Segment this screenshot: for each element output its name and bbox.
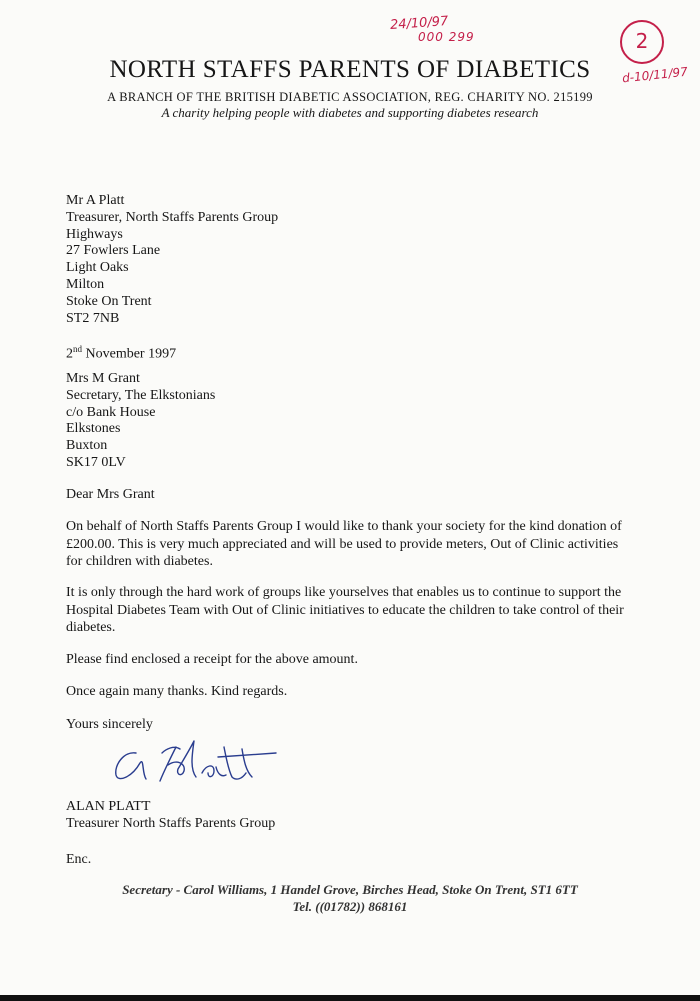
address-line: Treasurer, North Staffs Parents Group [66, 209, 279, 225]
address-line: Secretary, The Elkstonians [66, 387, 216, 403]
body-paragraph-4: Once again many thanks. Kind regards. [66, 684, 288, 699]
letterhead-subtitle: A BRANCH OF THE BRITISH DIABETIC ASSOCIATION, REG. CHARITY NO. 215199 [107, 90, 593, 104]
sender-address [66, 193, 278, 327]
address-line: Mrs M Grant [66, 371, 140, 386]
body-paragraph-2: It is only through the hard work of groups like yourselves that enables us to continue to support the Hospital Diabetes Team with Out of Clinic initiatives to educate the children to take control of their diabetes. [66, 585, 624, 635]
body-paragraph-1: On behalf of North Staffs Parents Group I would like to thank your society for the kind donation of £200.00. This is very much appreciated and will be used to provide meters, Out of Clinic activities for children with diabetes. [66, 519, 622, 569]
scan-edge [0, 995, 700, 1001]
signoff-title: Treasurer North Staffs Parents Group [66, 815, 276, 831]
address-line: Milton [66, 276, 105, 292]
handwritten-circled-number: 2 [620, 20, 664, 64]
address-line: Stoke On Trent [66, 293, 152, 309]
address-line: c/o Bank House [66, 404, 156, 420]
handwritten-received-date: 24/10/97 [389, 13, 449, 34]
enclosure-note: Enc. [66, 852, 92, 867]
address-line: Elkstones [66, 421, 121, 437]
recipient-address [66, 371, 215, 472]
salutation: Dear Mrs Grant [66, 487, 155, 502]
footer-telephone: Tel. ((01782)) 868161 [292, 899, 408, 914]
handwritten-reference-number: 000 299 [418, 30, 475, 44]
handwritten-margin-note: d-10/11/97 [621, 64, 689, 86]
address-line: 27 Fowlers Lane [66, 243, 161, 259]
closing: Yours sincerely [66, 717, 153, 732]
address-line: Mr A Platt [66, 193, 125, 208]
address-line: ST2 7NB [66, 310, 120, 326]
signature-image [106, 735, 281, 790]
address-line: Buxton [66, 438, 108, 454]
body-paragraph-3: Please find enclosed a receipt for the above amount. [66, 652, 358, 667]
letterhead-title: NORTH STAFFS PARENTS OF DIABETICS [109, 56, 591, 83]
address-line: Highways [66, 226, 123, 242]
letter-date: 2nd November 1997 [66, 344, 177, 362]
letterhead-tagline: A charity helping people with diabetes and supporting diabetes research [161, 105, 539, 120]
address-line: Light Oaks [66, 260, 129, 276]
signoff [66, 799, 275, 833]
address-line: SK17 0LV [66, 454, 126, 470]
footer-address: Secretary - Carol Williams, 1 Handel Grove, Birches Head, Stoke On Trent, ST1 6TT [122, 882, 578, 897]
signoff-name: ALAN PLATT [66, 799, 151, 814]
